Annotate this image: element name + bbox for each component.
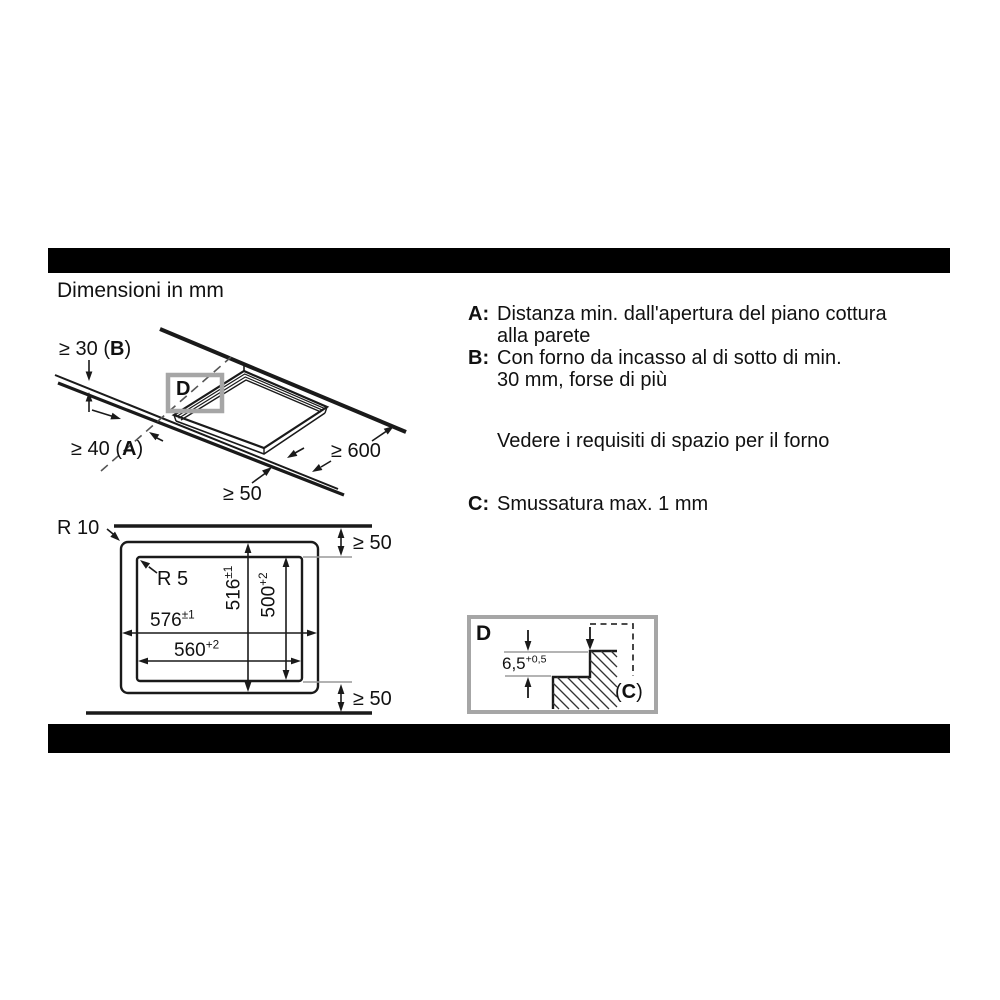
height-inner-label: $500^{+2}$ bbox=[257, 572, 280, 618]
radius-outer-label: R 10 bbox=[57, 517, 100, 539]
page-title: Dimensioni in mm bbox=[57, 279, 224, 302]
clearance-top-label: ≥ 50 bbox=[353, 532, 392, 554]
legend-c-line1: Smussatura max. 1 mm bbox=[497, 493, 709, 515]
detail-d-marker-label: D bbox=[176, 378, 191, 400]
legend-key-c: C: bbox=[468, 493, 490, 515]
height-outer-label: $516^{\pm 1}$ bbox=[222, 565, 245, 611]
legend-item-b bbox=[468, 348, 948, 391]
legend-a-line2: alla parete bbox=[497, 324, 591, 347]
clearance-bottom-label: ≥ 50 bbox=[353, 688, 392, 710]
plan-diagram bbox=[86, 526, 372, 713]
width-outer-label: $576^{\pm 1}$ bbox=[150, 608, 195, 631]
legend-text-c bbox=[497, 494, 948, 516]
legend-item-c bbox=[468, 494, 948, 516]
dim-label-50-front: ≥ 50 bbox=[223, 483, 262, 505]
legend-key-a: A: bbox=[468, 303, 490, 325]
legend-a-line1: Distanza min. dall'apertura del piano cottura bbox=[497, 303, 887, 325]
legend-item-a bbox=[468, 304, 948, 347]
radius-inner-label: R 5 bbox=[157, 568, 189, 590]
iso-dimension-arrows bbox=[86, 360, 394, 483]
chamfer-ref-label: (C) bbox=[615, 681, 643, 703]
legend-note: Vedere i requisiti di spazio per il forno bbox=[497, 430, 830, 452]
detail-title-label: D bbox=[476, 622, 492, 645]
dim-label-40-a: ≥ 40 (A) bbox=[71, 438, 144, 460]
width-inner-label: $560^{+2}$ bbox=[174, 638, 220, 661]
wall-edge-line bbox=[160, 329, 406, 432]
dim-label-30-b: ≥ 30 (B) bbox=[59, 338, 132, 360]
legend-b-line1: Con forno da incasso al di sotto di min. bbox=[497, 347, 842, 369]
legend-key-b: B: bbox=[468, 347, 490, 369]
plan-dimension-arrows bbox=[107, 528, 344, 712]
legend-text-a bbox=[497, 304, 948, 347]
detail-depth-label: $6,5^{+0,5}$ bbox=[502, 653, 547, 673]
legend-b-line2: 30 mm, forse di più bbox=[497, 368, 668, 391]
dim-label-600-wall: ≥ 600 bbox=[331, 440, 381, 462]
legend-text-b bbox=[497, 348, 948, 391]
